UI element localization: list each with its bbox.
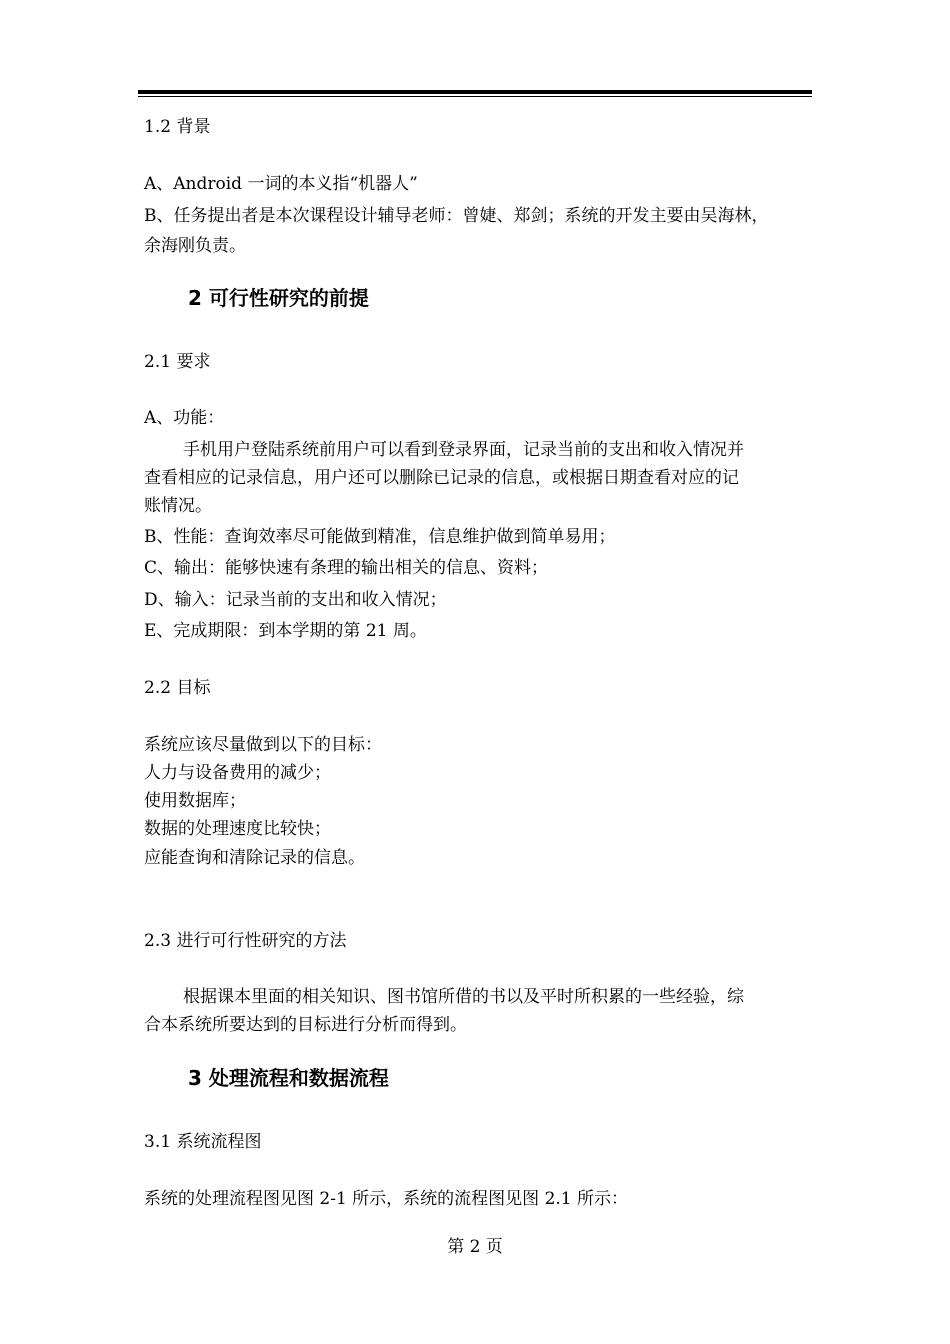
background-item-b-line1: B、任务提出者是本次课程设计辅导老师：曾婕、郑剑；系统的开发主要由吴海林， [144, 206, 769, 226]
page-number: 第 2 页 [447, 1237, 503, 1257]
requirement-e: E、完成期限：到本学期的第 21 周。 [144, 621, 427, 641]
goal-item-2: 使用数据库； [144, 791, 246, 811]
heading-3: 3 处理流程和数据流程 [188, 1066, 389, 1090]
requirement-a-text-line3: 账情况。 [144, 496, 212, 516]
requirement-c: C、输出：能够快速有条理的输出相关的信息、资料； [144, 558, 549, 578]
requirement-d: D、输入：记录当前的支出和收入情况； [144, 590, 447, 610]
section-3-1-title: 3.1 系统流程图 [144, 1132, 262, 1152]
header-rule-thin [138, 96, 812, 97]
requirement-a: A、功能： [144, 408, 225, 428]
section-2-2-title: 2.2 目标 [144, 678, 211, 698]
method-line1: 根据课本里面的相关知识、图书馆所借的书以及平时所积累的一些经验，综 [183, 987, 744, 1007]
flow-description: 系统的处理流程图见图 2-1 所示，系统的流程图见图 2.1 所示： [144, 1189, 629, 1209]
goal-item-3: 数据的处理速度比较快； [144, 819, 331, 839]
requirement-b: B、性能：查询效率尽可能做到精准，信息维护做到简单易用； [144, 527, 616, 547]
goal-item-4: 应能查询和清除记录的信息。 [144, 848, 365, 868]
heading-2: 2 可行性研究的前提 [188, 286, 369, 310]
background-item-b-line2: 余海刚负责。 [144, 236, 246, 256]
section-2-1-title: 2.1 要求 [144, 352, 211, 372]
section-1-2-title: 1.2 背景 [144, 117, 211, 137]
section-2-3-title: 2.3 进行可行性研究的方法 [144, 931, 347, 951]
goal-item-1: 人力与设备费用的减少； [144, 763, 331, 783]
requirement-a-text-line2: 查看相应的记录信息，用户还可以删除已记录的信息，或根据日期查看对应的记 [144, 468, 739, 488]
goal-intro: 系统应该尽量做到以下的目标： [144, 735, 382, 755]
background-item-a: A、Android 一词的本义指“机器人” [144, 174, 418, 194]
method-line2: 合本系统所要达到的目标进行分析而得到。 [144, 1015, 467, 1035]
requirement-a-text-line1: 手机用户登陆系统前用户可以看到登录界面，记录当前的支出和收入情况并 [183, 440, 744, 460]
header-rule [138, 90, 812, 94]
